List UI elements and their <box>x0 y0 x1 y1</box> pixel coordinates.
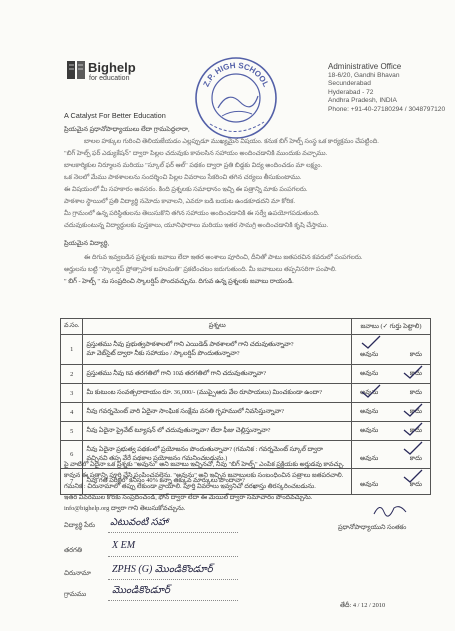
office-line: Andhra Pradesh, INDIA <box>328 97 397 105</box>
question-cell <box>83 335 352 365</box>
tick-mark-icon <box>360 384 382 398</box>
note-line: కావున ఈ పత్రాన్ని పూర్తి చేసి పంపించవలెను. "అవును" అని ఇచ్చిన జవాబులకు సంబంధించిన పత్రాలు జతపరచాలి. <box>64 472 344 479</box>
village-label: గ్రామము <box>64 591 87 598</box>
col-questions: ప్రశ్నలు <box>83 319 352 335</box>
class-value: X EM <box>112 540 136 551</box>
answer-yes: అవును <box>360 370 379 377</box>
answer-cell <box>352 469 431 495</box>
table-row <box>61 335 431 365</box>
paragraph-line: పాఠశాల స్థాయిలో ప్రతి విద్యార్థి నమోదు కావాలని, ఎవరూ బడి బయట ఉండకూడదని మా కోరిక. <box>64 198 296 205</box>
field-underline <box>108 556 238 557</box>
answer-yes: అవును <box>360 408 379 415</box>
paragraph-line: ఈ విషయంలో మీ సహకారం అవసరం. కింది ప్రశ్నలకు సమాధానం ఇచ్చి ఈ పత్రాన్ని మాకు పంపగలరు. <box>64 186 308 193</box>
answer-cell <box>352 441 431 469</box>
paragraph-line: మీ గ్రామంలో ఉన్న పరిస్థితులను తెలుసుకొని తగిన సహాయం అందించడానికి ఈ సర్వే ఉపయోగపడుతుంది. <box>64 210 320 217</box>
answer-yes: అవును <box>360 351 379 358</box>
office-line: Secunderabad <box>328 80 371 88</box>
note-line: ఇతర వివరముల కొరకు సంప్రదించండి, ఫోన్ ద్వారా లేదా ఈ మెయిల్ ద్వారా సమాచారం పొందవచ్చును. <box>64 494 313 501</box>
question-text: నీవు గవర్నమెంట్ వారి ఏదైనా సాంఘిక సంక్షేమ వసతి గృహములో నివసిస్తున్నావా? <box>86 407 284 415</box>
tick-mark-icon <box>360 335 382 349</box>
row-number: 1 <box>61 335 83 365</box>
row-number: 5 <box>61 422 83 441</box>
answer-cell <box>352 335 431 365</box>
table-row <box>61 403 431 422</box>
question-text: వచ్చినవి తప్ప వేరే పథకాల ప్రయోజనం గమనించబడును.) <box>86 454 228 462</box>
answer-yes: అవును <box>360 389 379 396</box>
answer-no: కాదు <box>409 370 422 377</box>
tick-mark-icon <box>402 403 424 417</box>
answer-cell <box>352 365 431 384</box>
answer-no: కాదు <box>409 427 422 434</box>
question-cell <box>83 365 352 384</box>
headmaster-signature-icon <box>372 500 408 518</box>
office-line: Phone: +91-40-27180294 / 3048797120 <box>328 105 446 113</box>
answer-yes: అవును <box>360 427 379 434</box>
brand-tagline: A Catalyst For Better Education <box>64 111 166 120</box>
question-text: నీవు ఏదైనా ప్రైవేట్ ట్యూషన్ లో చదువుతున్నావా? లేదా ఫీజు చెల్లిస్తున్నావా? <box>86 426 271 434</box>
col-answers: జవాబు (✓ గుర్తు పెట్టాలి) <box>352 319 431 335</box>
paragraph-line: అర్హులను బట్టి "స్కాలర్షిప్ ప్రోత్సాహక బహుమతి" ప్రకటించటం జరుగుతుంది. మీ జవాబులు తప్పనిసరిగా పంపాలి. <box>64 266 337 273</box>
row-number: 4 <box>61 403 83 422</box>
office-line: 18-6/20, Gandhi Bhavan <box>328 71 400 79</box>
table-row <box>61 365 431 384</box>
student-name-label: విద్యార్థి పేరు <box>64 522 96 529</box>
paragraph-line: బాలల హక్కుల గురించి తెలియజేయడం ఎల్లప్పుడూ ముఖ్యమైన విషయం. కనుక బిగ్ హెల్ప్ సంస్థ ఒక కార్యక్రమం చేపట్టింది. <box>84 138 379 145</box>
paragraph-line: ఒక నెలలో మేము పాఠశాలలను సందర్శించి పిల్లల వివరాలు సేకరించి తగిన చర్యలు తీసుకుంటాము. <box>64 174 302 181</box>
salutation-student: ప్రియమైన విద్యార్థి, <box>64 240 110 247</box>
tick-mark-icon <box>402 422 424 436</box>
question-text: నీవు ఏదైనా ప్రభుత్వ పథకంలో ప్రయోజనం పొందుతున్నావా? (గమనిక : గవర్నమెంట్ స్కూల్ ద్వారా <box>86 445 324 453</box>
note-line: పై వాటిలో ఏదైనా ఒక ప్రశ్నకు "అవును" అని జవాబు ఇచ్చినచో, నీవు "బిగ్ హెల్ప్" ఎంపిక ప్రక్రియకు అర్హుడవు కావచ్చు. <box>64 461 345 468</box>
tick-mark-icon <box>402 441 424 455</box>
question-text: మీ కుటుంబ సంవత్సరాదాయం రూ. 36,000/- (ముప్పైఆరు వేల రూపాయలు) మించకుండా ఉందా? <box>86 388 323 396</box>
answer-yes: అవును <box>360 481 379 488</box>
col-sno: వ.సం. <box>61 319 83 335</box>
question-cell <box>83 403 352 422</box>
tick-mark-icon <box>402 365 424 379</box>
question-text: నీవు గత పరీక్షలో కనీసం 40% కన్నా తక్కువ మార్కులు పొందావా? <box>86 477 245 484</box>
question-text: మా వెబ్‌సైట్ ద్వారా నీకు సహాయం / స్కాలర్షిప్ పొందుతున్నావా? <box>86 349 240 357</box>
brand-subtitle: for education <box>89 75 130 82</box>
school-stamp-icon <box>188 50 284 146</box>
question-text: ప్రస్తుతము నీవు ప్రభుత్వపాఠశాలలో గాని ఎయిడెడ్ పాఠశాలలో గాని చదువుతున్నావా? <box>86 340 294 348</box>
class-label: తరగతి <box>64 547 83 554</box>
paragraph-line: " బిగ్ - హెల్ప్ " ను సంప్రదించి స్కాలర్షిప్ పొందవచ్చును. దిగువ ఉన్న ప్రశ్నలకు జవాబు రాయండి. <box>64 278 294 285</box>
stamp-text: Z.P. HIGH SCHOOL <box>201 60 271 89</box>
answer-cell <box>352 422 431 441</box>
village-value: మొండికొండూర్ <box>112 585 170 596</box>
bighelp-logo-icon <box>66 58 86 82</box>
field-underline <box>108 532 238 533</box>
tick-mark-icon <box>402 469 424 483</box>
question-cell <box>83 384 352 403</box>
answer-no: కాదు <box>409 481 422 488</box>
student-name-value: ఎటువంటి సహా <box>110 517 169 528</box>
paragraph-line: ఈ దిగువ ఇవ్వబడిన ప్రశ్నలకు జవాబు లేదా ఇతర అంశాలు పూరించి, దీనితో పాటు జతపరచిన కవరులో పంపగలరు. <box>84 254 363 261</box>
office-line: Hyderabad - 72 <box>328 88 374 96</box>
brand-name: Bighelp <box>88 60 136 75</box>
field-underline <box>108 600 238 601</box>
row-number: 7 <box>61 469 83 495</box>
address-label: చిరునామా <box>64 570 91 577</box>
note-line: గమనిక : చిరునామాలో తప్పు లేకుండా వ్రాయాలి. పూర్తి వివరాలు ఇవ్వనిచో దరఖాస్తు తిరస్కరించబడును. <box>64 483 316 490</box>
row-number: 6 <box>61 441 83 469</box>
field-underline <box>108 579 238 580</box>
question-cell <box>83 422 352 441</box>
paragraph-line: బాలకార్మికుల నిర్మూలన మరియు "స్కూల్ ఫర్ ఆల్" పథకం ద్వారా ప్రతి బిడ్డకు విద్య అందించడం మా లక్ష్యం. <box>64 162 323 169</box>
row-number: 2 <box>61 365 83 384</box>
salutation: ప్రియమైన ప్రధానోపాధ్యాయులు లేదా గ్రామపెద్దలారా, <box>64 126 190 133</box>
question-text: ప్రస్తుతము నీవు 8వ తరగతిలో గాని 10వ తరగతిలో గాని చదువుతున్నావా? <box>86 369 267 377</box>
answer-no: కాదు <box>409 351 422 358</box>
answer-no: కాదు <box>409 455 422 462</box>
note-line: info@bighelp.org ద్వారా గాని తెలుసుకోవచ్చును. <box>64 505 186 512</box>
signature-label: ప్రధానోపాధ్యాయుని సంతకం <box>338 524 407 531</box>
answer-no: కాదు <box>409 389 422 396</box>
answer-cell <box>352 384 431 403</box>
address-value: ZPHS (G) మొండికొండూర్ <box>112 564 213 575</box>
table-header-row <box>61 319 431 335</box>
answer-cell <box>352 403 431 422</box>
row-number: 3 <box>61 384 83 403</box>
paragraph-line: "బిగ్ హెల్ప్ ఫర్ ఎడ్యుకేషన్" ద్వారా పిల్లల చదువుకు కావలసిన సహాయం అందించడానికి ముందుకు వచ్చాము. <box>64 150 328 157</box>
office-title: Administrative Office <box>328 62 402 71</box>
answer-no: కాదు <box>409 408 422 415</box>
answer-yes: అవును <box>360 455 379 462</box>
paragraph-line: చదువుకుంటున్న విద్యార్థులకు పుస్తకాలు, యూనిఫారాలు మరియు ఇతర సామగ్రి అందించడానికి కృషి చేస్తాము. <box>64 222 329 229</box>
table-row <box>61 422 431 441</box>
table-row <box>61 384 431 403</box>
date-label: తేదీ: 4 / 12 / 2010 <box>340 602 386 609</box>
office-address <box>328 63 445 115</box>
